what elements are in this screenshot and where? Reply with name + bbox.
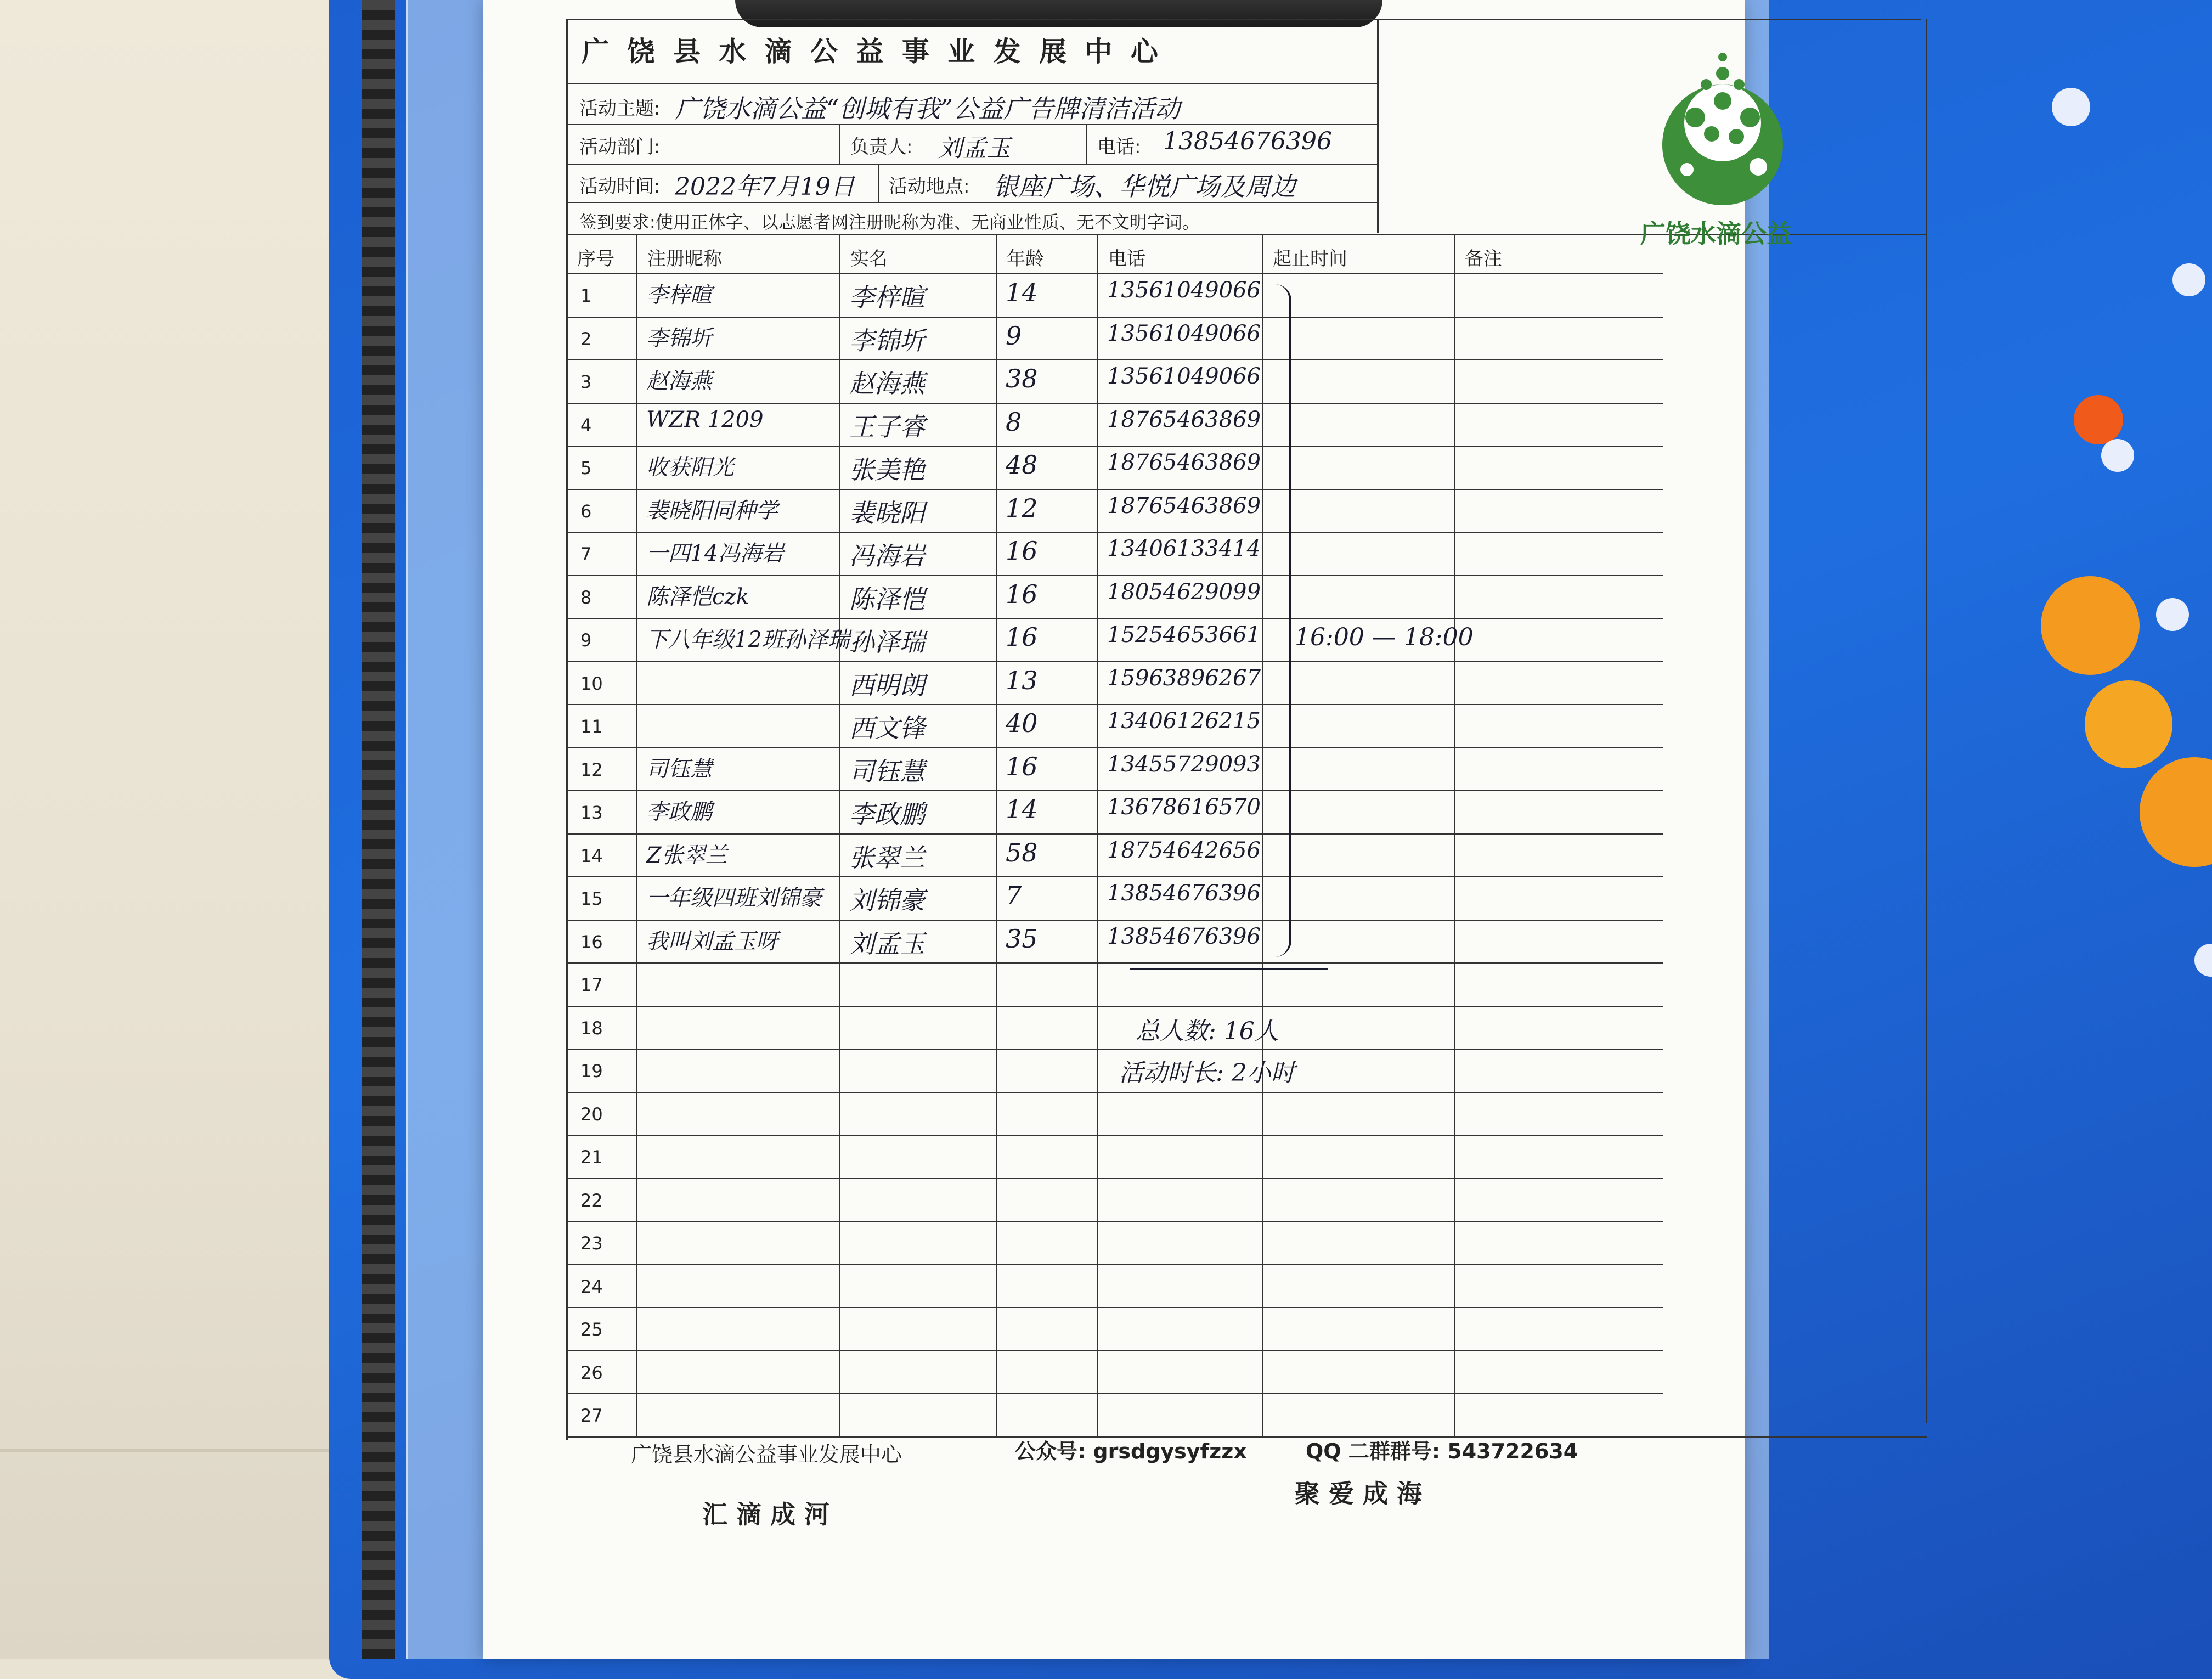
cell-name: 李政鹏 [849, 799, 925, 829]
table-row [565, 446, 1662, 489]
cell-name: 孙泽瑞 [849, 627, 925, 657]
cell-age: 13 [1006, 665, 1038, 695]
table-row [565, 833, 1662, 877]
column-header-time: 起止时间 [1273, 248, 1347, 270]
cell-no: 19 [580, 1061, 603, 1081]
cell-name: 西文锋 [849, 713, 925, 743]
table-row [565, 489, 1662, 532]
cell-nick: 司钰慧 [646, 756, 712, 782]
cell-age: 14 [1006, 278, 1038, 307]
dept-label: 活动部门: [579, 136, 661, 158]
cell-name: 张翠兰 [849, 842, 925, 872]
cell-age: 48 [1006, 450, 1038, 480]
cell-age: 7 [1006, 881, 1022, 910]
cell-no: 15 [580, 888, 603, 909]
cell-no: 26 [580, 1362, 603, 1383]
cell-age: 8 [1006, 407, 1022, 437]
cell-age: 58 [1006, 837, 1038, 867]
cell-no: 9 [580, 630, 592, 651]
table-row [565, 1350, 1662, 1394]
cell-nick: 李锦圻 [646, 325, 712, 351]
cell-no: 2 [580, 328, 592, 350]
cell-age: 14 [1006, 795, 1038, 824]
cell-nick: 一年级四班刘锦豪 [646, 886, 822, 911]
cell-nick: 赵海燕 [646, 369, 712, 394]
cell-nick: 李政鹏 [646, 799, 712, 825]
cell-phone: 13854676396 [1107, 923, 1261, 949]
divider [566, 164, 1378, 165]
cell-age: 16 [1006, 579, 1038, 609]
cell-no: 7 [580, 544, 592, 565]
cell-name: 赵海燕 [849, 369, 925, 398]
footer-qq: QQ 二群群号: 543722634 [1306, 1439, 1578, 1463]
column-header-name: 实名 [850, 248, 888, 270]
table-row [565, 1264, 1662, 1308]
cell-name: 西明朗 [849, 670, 925, 700]
cell-no: 12 [580, 759, 603, 780]
table-row [565, 273, 1662, 317]
cell-phone: 13561049066 [1107, 320, 1261, 346]
cell-phone: 18765463869 [1107, 493, 1261, 519]
cell-name: 李梓暄 [849, 283, 925, 312]
cell-age: 9 [1006, 320, 1022, 351]
column-header-note: 备注 [1465, 248, 1502, 270]
cell-phone: 13561049066 [1107, 278, 1261, 303]
cell-no: 16 [580, 931, 603, 953]
cell-phone: 18754642656 [1107, 837, 1261, 863]
footer-wechat: 公众号: grsdgysyfzzx [1015, 1439, 1247, 1463]
cell-nick: Z张翠兰 [646, 842, 727, 868]
cell-age: 40 [1006, 708, 1038, 738]
table-row [565, 962, 1662, 1006]
column-header-phone: 电话 [1108, 248, 1146, 270]
divider [566, 124, 1378, 125]
orange-splash [2140, 757, 2212, 867]
phone-label: 电话: [1097, 136, 1141, 158]
slogan-left: 汇 滴 成 河 [702, 1500, 830, 1529]
table-row [565, 661, 1662, 705]
cell-no: 6 [580, 500, 592, 522]
table-row [565, 1393, 1662, 1436]
table-row [565, 704, 1662, 747]
cell-nick: 收获阳光 [646, 455, 734, 480]
table-row [565, 359, 1662, 403]
water-drop-logo-icon [1640, 41, 1805, 205]
cell-age: 38 [1006, 364, 1038, 393]
table-row [565, 1135, 1662, 1178]
border [566, 19, 1921, 20]
table-row [565, 575, 1662, 618]
cell-nick: 裴晓阳同种学 [646, 498, 778, 523]
place-value: 银座广场、华悦广场及周边 [993, 172, 1296, 201]
cell-no: 14 [580, 845, 603, 866]
activity-duration: 活动时长: 2小时 [1119, 1059, 1295, 1087]
cell-nick: 下八年级12班孙泽瑞 [646, 627, 850, 652]
cell-nick: 陈泽恺czk [646, 584, 749, 610]
cell-no: 3 [580, 371, 592, 392]
cell-name: 陈泽恺 [849, 584, 925, 614]
cell-phone: 15963896267 [1107, 665, 1261, 691]
orange-splash [2085, 680, 2172, 768]
table-row [565, 1307, 1662, 1350]
phone-value: 13854676396 [1163, 127, 1332, 155]
cell-nick: 李梓暄 [646, 283, 712, 308]
table-row [565, 618, 1662, 661]
cell-no: 23 [580, 1233, 603, 1254]
cell-name: 冯海岩 [849, 541, 925, 571]
binder-clip [735, 0, 1383, 27]
cell-nick: 我叫刘孟玉呀 [646, 928, 778, 954]
place-label: 活动地点: [889, 176, 970, 198]
cell-phone: 18054629099 [1107, 579, 1261, 605]
cell-no: 27 [580, 1405, 603, 1426]
table-row [565, 403, 1662, 446]
white-dot [2156, 598, 2189, 631]
zipper [362, 0, 395, 1659]
divider [839, 124, 840, 164]
leader-label: 负责人: [850, 136, 913, 158]
column-header-nick: 注册昵称 [647, 248, 722, 270]
time-value: 2022年7月19日 [675, 173, 855, 201]
table-row [565, 317, 1662, 360]
table-row [565, 532, 1662, 575]
cell-no: 24 [580, 1276, 603, 1297]
orange-splash [2074, 395, 2123, 444]
cell-no: 18 [580, 1017, 603, 1039]
table-row [565, 1049, 1662, 1092]
cell-no: 1 [580, 285, 592, 306]
cell-no: 13 [580, 802, 603, 823]
cell-name: 刘孟玉 [849, 928, 925, 959]
table-row [565, 790, 1662, 833]
border [1377, 19, 1379, 233]
cell-name: 张美艳 [849, 455, 925, 484]
cell-no: 20 [580, 1103, 603, 1125]
time-label: 活动时间: [579, 176, 661, 198]
divider [1086, 124, 1087, 164]
cell-no: 25 [580, 1319, 603, 1340]
cell-no: 8 [580, 587, 592, 608]
cell-phone: 18765463869 [1107, 407, 1261, 432]
cell-phone: 13406133414 [1107, 536, 1261, 561]
white-dot [2052, 88, 2090, 126]
slogan-right: 聚 爱 成 海 [1295, 1479, 1423, 1508]
table-row [565, 1006, 1662, 1049]
logo-text: 广饶水滴公益 [1640, 219, 1792, 249]
cell-phone: 13406126215 [1107, 708, 1261, 734]
cell-phone: 13561049066 [1107, 364, 1261, 389]
cell-age: 16 [1006, 622, 1038, 652]
cell-name: 李锦圻 [849, 325, 925, 356]
table-row [565, 920, 1662, 963]
cell-age: 16 [1006, 751, 1038, 781]
cell-no: 5 [580, 458, 592, 478]
divider [878, 164, 879, 202]
cell-no: 22 [580, 1190, 603, 1211]
cell-nick: 一四14冯海岩 [646, 541, 784, 566]
table-row [565, 747, 1662, 791]
border [1926, 19, 1927, 1423]
cell-name: 司钰慧 [849, 756, 925, 786]
cell-no: 21 [580, 1147, 603, 1168]
org-title: 广 饶 县 水 滴 公 益 事 业 发 展 中 心 [582, 35, 1163, 67]
wall-seam [0, 1449, 384, 1452]
white-dot [2172, 263, 2205, 296]
theme-label: 活动主题: [579, 98, 661, 120]
theme-value: 广饶水滴公益“创城有我”公益广告牌清洁活动 [675, 94, 1181, 123]
orange-splash [2041, 576, 2140, 675]
cell-phone: 18765463869 [1107, 450, 1261, 475]
column-header-no: 序号 [577, 248, 614, 270]
time-range: 16:00 — 18:00 [1295, 623, 1474, 651]
cell-name: 王子睿 [849, 412, 925, 442]
cell-age: 35 [1006, 923, 1038, 954]
cell-name: 裴晓阳 [849, 498, 925, 528]
shuidi-logo [1640, 41, 1805, 249]
summary-underline [1130, 968, 1328, 970]
column-header-age: 年龄 [1007, 248, 1044, 270]
cell-no: 10 [580, 673, 603, 694]
table-row [565, 1178, 1662, 1221]
wall-background [0, 0, 384, 1659]
cell-name: 刘锦豪 [849, 886, 925, 915]
table-row [565, 1221, 1662, 1264]
signin-requirement: 签到要求:使用正体字、以志愿者网注册昵称为准、无商业性质、无不文明字词。 [579, 212, 1200, 233]
cell-nick: WZR 1209 [646, 407, 764, 432]
cell-no: 17 [580, 974, 603, 995]
cell-no: 11 [580, 716, 603, 737]
footer-org: 广饶县水滴公益事业发展中心 [631, 1443, 902, 1467]
cell-age: 12 [1006, 493, 1038, 523]
white-dot [2194, 944, 2212, 977]
cell-no: 4 [580, 414, 592, 436]
cell-phone: 13455729093 [1107, 751, 1261, 777]
divider [566, 83, 1378, 84]
table-row [565, 1092, 1662, 1135]
total-people: 总人数: 16人 [1136, 1017, 1279, 1045]
cell-phone: 13854676396 [1107, 881, 1261, 906]
cell-phone: 15254653661 [1107, 622, 1261, 647]
cell-age: 16 [1006, 536, 1038, 566]
time-bracket [1273, 284, 1291, 957]
divider [566, 202, 1378, 203]
table-row [565, 876, 1662, 920]
cell-phone: 13678616570 [1107, 795, 1261, 820]
leader-value: 刘孟玉 [938, 134, 1011, 162]
white-dot [2101, 439, 2134, 472]
